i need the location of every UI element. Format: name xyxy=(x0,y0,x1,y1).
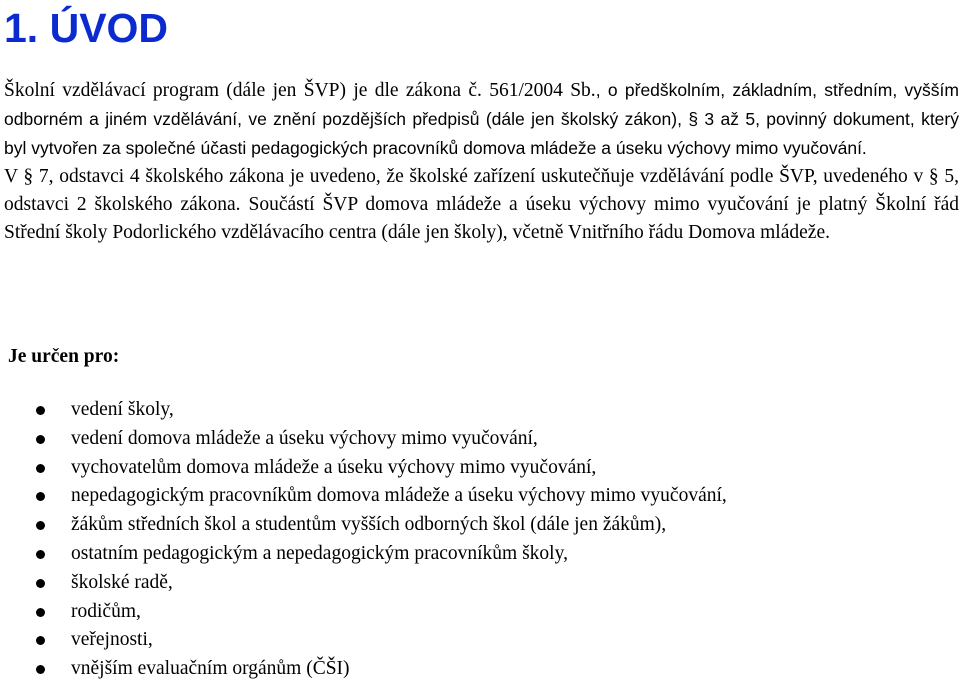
intro-paragraph-1-part-1: Školní vzdělávací program (dále jen ŠVP) je dle zákona č. 561/2004 Sb. xyxy=(4,80,596,101)
list-item-text: veřejnosti, xyxy=(71,629,153,651)
list-item xyxy=(0,482,950,511)
bullet-icon xyxy=(36,492,45,501)
intro-paragraph-2-part-2: Součástí ŠVP domova mládeže a úseku výchovy mimo vyučování je platný Školní řád Střední školy Podorlického vzdělávacího centra (dále jen školy), včetně Vnitřního řádu Domova mládeže. xyxy=(4,194,959,243)
bullet-icon xyxy=(36,464,45,473)
list-item xyxy=(0,454,950,483)
section-heading: 1. ÚVOD xyxy=(4,5,169,51)
bullet-icon xyxy=(36,435,45,444)
bullet-icon xyxy=(36,636,45,645)
list-item xyxy=(0,569,950,598)
list-item-text: rodičům, xyxy=(71,600,141,622)
list-item-text: nepedagogickým pracovníkům domova mládeže a úseku výchovy mimo vyučování, xyxy=(71,485,727,507)
audience-list xyxy=(0,396,950,684)
list-item xyxy=(0,396,950,425)
list-item xyxy=(0,655,950,684)
list-item-text: vedení školy, xyxy=(71,399,174,420)
intro-paragraph-2-part-1: V § 7, odstavci 4 školského zákona je uvedeno, že školské zařízení uskutečňuje vzdělávání podle ŠVP, uvedeného v § 5, odstavci 2 školského zákona. xyxy=(4,166,959,215)
bullet-icon xyxy=(36,608,45,617)
list-item xyxy=(0,511,950,540)
bullet-icon xyxy=(36,579,45,588)
bullet-icon xyxy=(36,406,45,415)
list-item-text: vnějším evaluačním orgánům (ČŠI) xyxy=(71,658,350,680)
intro-paragraph-1 xyxy=(4,76,959,163)
intro-paragraph-1-part-2: , o předškolním, základním, středním, vyšším odborném a jiném vzdělávání, ve znění pozdějších předpisů (dále jen školský zákon), § 3 až 5, povinný dokument, který byl vytvořen za společné účasti pedagogických pracovníků domova mládeže a úseku výchovy mimo vyučování. xyxy=(4,80,959,158)
intro-text xyxy=(4,76,959,247)
audience-title: Je určen pro: xyxy=(8,346,120,367)
intro-paragraph-2 xyxy=(4,163,959,247)
list-item-text: vedení domova mládeže a úseku výchovy mimo vyučování, xyxy=(71,427,538,449)
list-item xyxy=(0,540,950,569)
list-item-text: vychovatelům domova mládeže a úseku výchovy mimo vyučování, xyxy=(71,456,597,478)
list-item-text: školské radě, xyxy=(71,571,173,593)
list-item-text: ostatním pedagogickým a nepedagogickým pracovníkům školy, xyxy=(71,542,568,564)
list-item xyxy=(0,626,950,655)
list-item-text: žákům středních škol a studentům vyšších odborných škol (dále jen žákům), xyxy=(71,514,667,536)
list-item xyxy=(0,425,950,454)
bullet-icon xyxy=(36,521,45,530)
bullet-icon xyxy=(36,550,45,559)
bullet-icon xyxy=(36,665,45,674)
list-item xyxy=(0,598,950,627)
